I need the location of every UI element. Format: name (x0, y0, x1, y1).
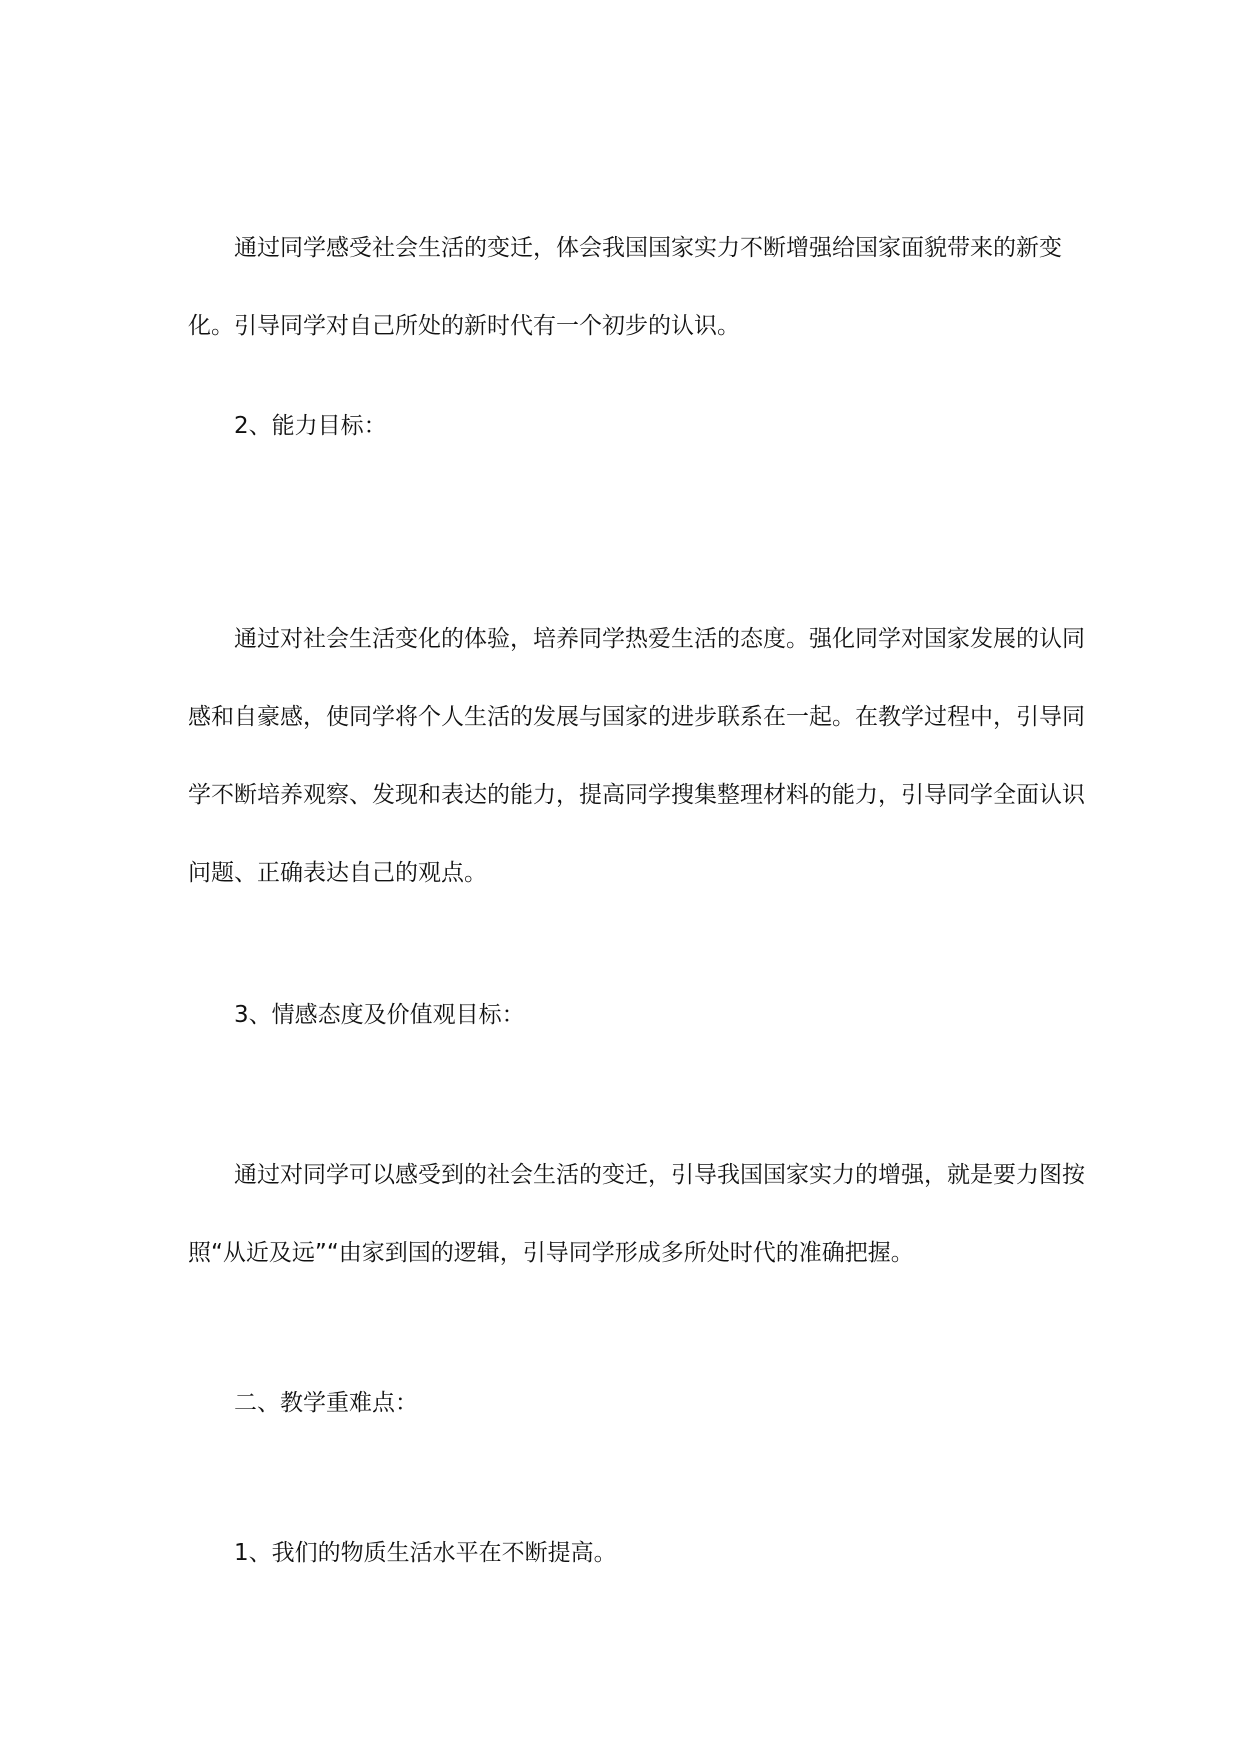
paragraph-ability-goal: 通过对社会生活变化的体验，培养同学热爱生活的态度。强化同学对国家发展的认同感和自豪感，使同学将个人生活的发展与国家的进步联系在一起。在教学过程中，引导同学不断培养观察、发现和表达的能力，提高同学搜集整理材料的能力，引导同学全面认识问题、正确表达自己的观点。 (188, 626, 1085, 886)
paragraph-emotion-goal: 通过对同学可以感受到的社会生活的变迁，引导我国国家实力的增强，就是要力图按照“从近及远”“由家到国的逻辑，引导同学形成多所处时代的准确把握。 (188, 1162, 1085, 1266)
paragraph-knowledge-goal: 通过同学感受社会生活的变迁，体会我国国家实力不断增强给国家面貌带来的新变化。引导同学对自己所处的新时代有一个初步的认识。 (188, 235, 1062, 339)
heading-key-point-1: 1、我们的物质生活水平在不断提高。 (234, 1540, 617, 1566)
heading-emotion-goal: 3、情感态度及价值观目标： (234, 1002, 525, 1028)
heading-key-points: 二、教学重难点： (234, 1390, 418, 1416)
heading-ability-goal: 2、能力目标： (234, 413, 387, 439)
